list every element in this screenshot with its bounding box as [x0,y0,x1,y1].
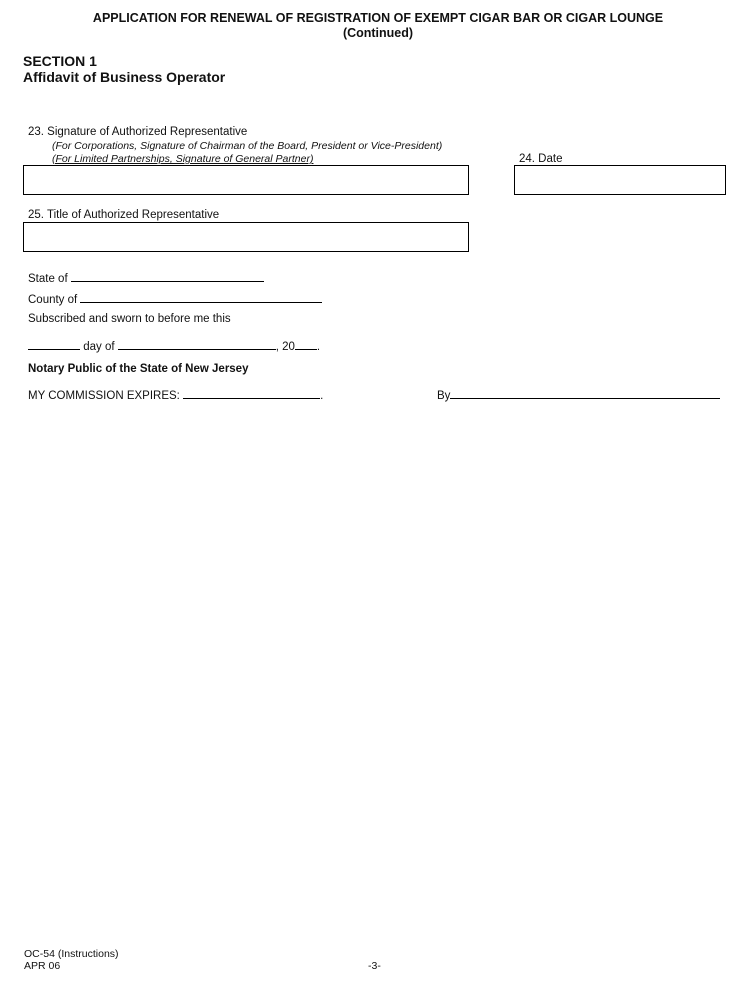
by-label: By [437,390,451,402]
state-input[interactable] [71,271,264,282]
form-subtitle: (Continued) [342,26,414,40]
commission-period: . [320,390,324,402]
title-label: 25. Title of Authorized Representative [28,209,220,221]
day-of-label: day of [83,341,115,353]
signature-field[interactable] [23,165,469,195]
month-input[interactable] [118,339,276,350]
state-label: State of [28,273,68,285]
day-input[interactable] [28,339,80,350]
notary-public-label: Notary Public of the State of New Jersey [28,363,249,375]
section-name: Affidavit of Business Operator [23,69,226,85]
section-number: SECTION 1 [23,53,97,69]
state-line [28,271,264,285]
date-label: 24. Date [519,153,563,165]
county-line [28,292,322,306]
by-line [437,388,720,402]
notary-signature-input[interactable] [450,388,720,399]
year-input[interactable] [295,339,317,350]
form-revision: APR 06 [24,960,61,972]
commission-input[interactable] [183,388,320,399]
commission-line [28,388,323,402]
date-period: . [316,341,321,353]
page-number: -3- [368,960,381,972]
form-title: APPLICATION FOR RENEWAL OF REGISTRATION OF EXEMPT CIGAR BAR OR CIGAR LOUNGE [92,11,664,25]
form-number: OC-54 (Instructions) [24,948,119,960]
commission-label: MY COMMISSION EXPIRES: [28,390,180,402]
signature-note-corporations: (For Corporations, Signature of Chairman of the Board, President or Vice-President) [52,140,443,152]
signature-label: 23. Signature of Authorized Representative [28,126,248,138]
date-sworn-line [28,339,320,353]
sworn-text: Subscribed and sworn to before me this [28,313,231,325]
title-field[interactable] [23,222,469,252]
signature-note-partnerships: (For Limited Partnerships, Signature of General Partner) [52,153,314,165]
year-prefix: , 20 [275,341,295,353]
county-input[interactable] [80,292,322,303]
county-label: County of [28,294,78,306]
date-field[interactable] [514,165,726,195]
